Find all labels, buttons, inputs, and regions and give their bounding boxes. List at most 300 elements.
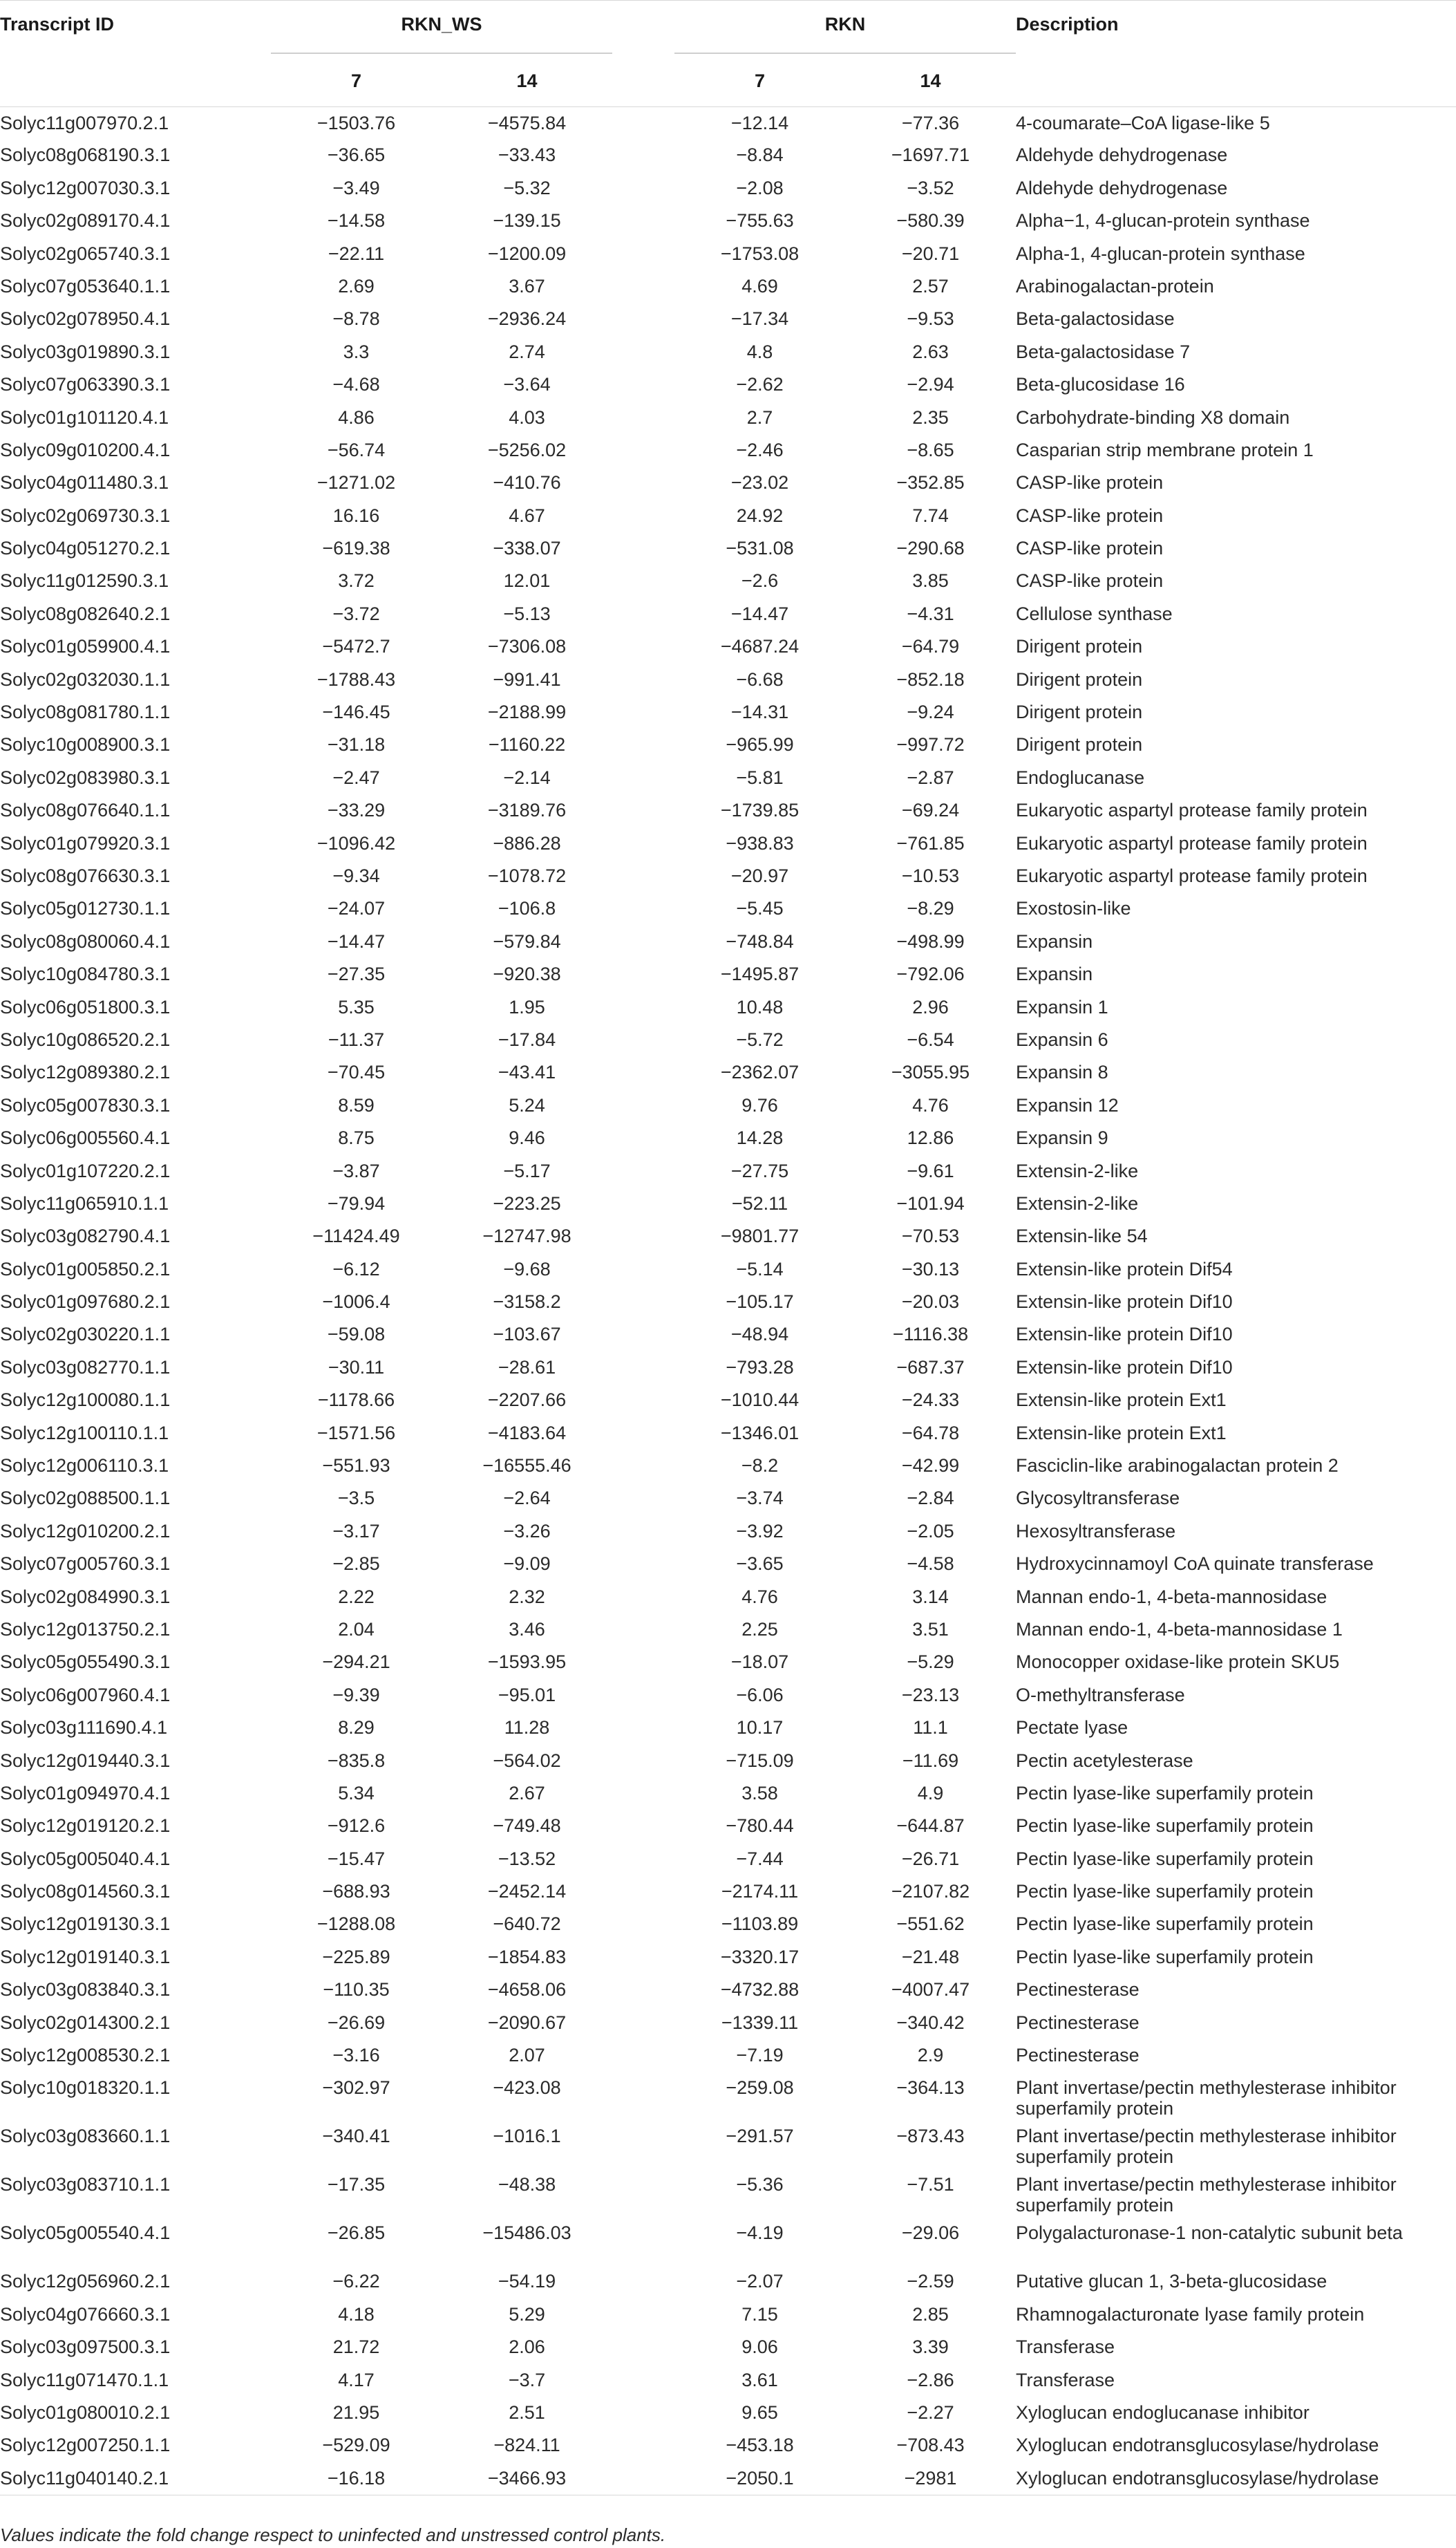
- rkn-day14-cell: 3.14: [912, 1586, 949, 1607]
- rkn-day14-cell: −551.62: [896, 1913, 965, 1935]
- rkn-day7-cell: −48.94: [730, 1324, 789, 1345]
- rkn-day7-cell: −8.84: [736, 144, 784, 166]
- group-underline-rkn-ws: [271, 53, 612, 54]
- transcript-id-cell: Solyc12g019130.3.1: [0, 1913, 171, 1935]
- description-cell: O-methyltransferase: [1016, 1684, 1185, 1705]
- transcript-id-cell: Solyc12g100110.1.1: [0, 1422, 169, 1443]
- rkn-ws-day7-cell: 8.29: [338, 1717, 375, 1739]
- rkn-day7-cell: −1010.44: [720, 1389, 800, 1411]
- rkn-ws-day7-cell: 2.69: [338, 275, 375, 297]
- rkn-day7-cell: 14.28: [736, 1127, 784, 1149]
- description-cell: Expansin 1: [1016, 996, 1108, 1018]
- rkn-ws-day7-cell: 3.72: [338, 570, 375, 592]
- gap-cell: [612, 2007, 674, 2039]
- header-group-rkn-ws: RKN_WS: [401, 14, 482, 35]
- rkn-ws-day7-cell: −36.65: [327, 144, 386, 166]
- rkn-day14-cell: −1697.71: [891, 144, 970, 166]
- rkn-ws-day14-cell: −338.07: [493, 538, 561, 559]
- table-row: [0, 1188, 1456, 1220]
- rkn-ws-day7-cell: −110.35: [323, 1979, 390, 2001]
- rkn-day14-cell: 4.9: [917, 1782, 944, 1804]
- rkn-day7-cell: −17.34: [730, 308, 789, 330]
- rkn-ws-day14-cell: −749.48: [493, 1815, 561, 1837]
- header-gap: [612, 53, 674, 106]
- rkn-day7-cell: 4.76: [741, 1586, 778, 1607]
- table-row: [0, 270, 1456, 303]
- rkn-ws-day7-cell: −59.08: [327, 1324, 386, 1345]
- gap-cell: [612, 172, 674, 205]
- rkn-ws-day14-cell: −991.41: [493, 668, 561, 690]
- rkn-day14-cell: −708.43: [896, 2435, 965, 2456]
- gap-cell: [612, 1122, 674, 1154]
- gap-cell: [612, 565, 674, 597]
- description-cell: Extensin-like protein Dif10: [1016, 1324, 1233, 1345]
- gap-cell: [612, 2265, 674, 2298]
- transcript-id-cell: Solyc12g010200.2.1: [0, 1520, 171, 1542]
- table-row: [0, 2039, 1456, 2072]
- rkn-ws-day14-cell: −33.43: [498, 144, 556, 166]
- rkn-day7-cell: −3320.17: [720, 1946, 800, 1967]
- gap-cell: [612, 958, 674, 991]
- table-row: [0, 794, 1456, 827]
- rkn-day14-cell: −352.85: [896, 472, 965, 494]
- table-row: [0, 2331, 1456, 2363]
- rkn-day7-cell: −4.19: [736, 2222, 784, 2244]
- rkn-day7-cell: −4732.88: [720, 1979, 800, 2001]
- rkn-ws-day14-cell: −2188.99: [487, 702, 567, 723]
- rkn-ws-day14-cell: −3.26: [503, 1520, 551, 1542]
- rkn-day14-cell: −340.42: [896, 2012, 965, 2033]
- transcript-id-cell: Solyc12g100080.1.1: [0, 1389, 171, 1411]
- rkn-day7-cell: −5.36: [736, 2174, 784, 2195]
- rkn-ws-day14-cell: −3.64: [503, 374, 551, 395]
- table-row: [0, 1122, 1456, 1154]
- rkn-day7-cell: −14.47: [730, 603, 789, 624]
- table-row: [0, 2217, 1456, 2265]
- gap-cell: [612, 2217, 674, 2265]
- description-cell: Pectinesterase: [1016, 1979, 1140, 2001]
- rkn-ws-day14-cell: −1854.83: [487, 1946, 567, 1967]
- rkn-day14-cell: −24.33: [901, 1389, 960, 1411]
- rkn-ws-day7-cell: −3.5: [337, 1488, 375, 1509]
- rkn-ws-day14-cell: 2.74: [509, 341, 545, 362]
- transcript-id-cell: Solyc11g007970.2.1: [0, 112, 169, 133]
- rkn-day7-cell: −2.08: [736, 177, 784, 198]
- table-row: [0, 860, 1456, 892]
- rkn-ws-day14-cell: 2.07: [509, 2045, 545, 2066]
- rkn-day7-cell: −755.63: [726, 210, 794, 232]
- rkn-day7-cell: −1103.89: [721, 1913, 799, 1935]
- rkn-ws-day7-cell: 16.16: [332, 505, 380, 526]
- gap-cell: [612, 2039, 674, 2072]
- rkn-day14-cell: 2.85: [912, 2303, 949, 2325]
- transcript-id-cell: Solyc06g007960.4.1: [0, 1684, 171, 1705]
- description-cell: Aldehyde dehydrogenase: [1016, 177, 1228, 198]
- table-row: [0, 1482, 1456, 1515]
- gap-cell: [612, 664, 674, 696]
- rkn-day14-cell: −30.13: [901, 1258, 960, 1280]
- rkn-day14-cell: −2.05: [907, 1520, 954, 1542]
- rkn-day14-cell: −364.13: [896, 2077, 965, 2099]
- rkn-day14-cell: 2.57: [912, 275, 949, 297]
- rkn-ws-day7-cell: 8.59: [338, 1094, 375, 1116]
- transcript-id-cell: Solyc01g059900.4.1: [0, 636, 171, 657]
- transcript-id-cell: Solyc10g018320.1.1: [0, 2077, 171, 2099]
- top-rule: [0, 0, 1456, 1]
- header-group-rkn: RKN: [824, 14, 866, 35]
- gap-cell: [612, 402, 674, 434]
- table-row: [0, 2120, 1456, 2168]
- rkn-ws-day14-cell: −3189.76: [487, 800, 567, 821]
- rkn-day7-cell: −2174.11: [721, 1881, 799, 1902]
- table-row: [0, 1220, 1456, 1253]
- rkn-day14-cell: −26.71: [901, 1848, 960, 1869]
- description-cell: CASP-like protein: [1016, 538, 1164, 559]
- rkn-day7-cell: −453.18: [726, 2435, 794, 2456]
- transcript-id-cell: Solyc04g011480.3.1: [0, 472, 169, 494]
- gap-cell: [612, 2072, 674, 2120]
- description-cell: Pectin lyase-like superfamily protein: [1016, 1913, 1314, 1935]
- rkn-day14-cell: −2.84: [907, 1488, 954, 1509]
- gap-cell: [612, 2462, 674, 2495]
- rkn-ws-day14-cell: −103.67: [493, 1324, 561, 1345]
- description-cell: Xyloglucan endoglucanase inhibitor: [1016, 2402, 1310, 2423]
- gap-cell: [612, 598, 674, 630]
- rkn-day7-cell: 9.06: [741, 2336, 778, 2358]
- rkn-day14-cell: 7.74: [912, 505, 949, 526]
- transcript-id-cell: Solyc10g008900.3.1: [0, 734, 171, 756]
- description-cell: Eukaryotic aspartyl protease family protein: [1016, 800, 1368, 821]
- rkn-day14-cell: −77.36: [901, 112, 960, 133]
- table-row: [0, 172, 1456, 205]
- rkn-day7-cell: −748.84: [726, 930, 794, 952]
- table-body: [0, 106, 1456, 2495]
- description-cell: Pectinesterase: [1016, 2045, 1140, 2066]
- rkn-day14-cell: −20.03: [901, 1291, 960, 1313]
- table-row: [0, 1155, 1456, 1188]
- table-row: [0, 2364, 1456, 2397]
- table-row: [0, 1777, 1456, 1810]
- rkn-ws-day14-cell: 5.29: [509, 2303, 545, 2325]
- description-cell: Cellulose synthase: [1016, 603, 1173, 624]
- transcript-id-cell: Solyc03g083660.1.1: [0, 2126, 171, 2147]
- rkn-day7-cell: −3.65: [736, 1553, 784, 1575]
- rkn-day7-cell: 2.25: [741, 1618, 778, 1640]
- gap-cell: [612, 1515, 674, 1548]
- gap-cell: [612, 336, 674, 368]
- rkn-ws-day14-cell: −824.11: [493, 2435, 560, 2456]
- rkn-ws-day7-cell: −26.85: [327, 2222, 386, 2244]
- rkn-day14-cell: −4.31: [907, 603, 954, 624]
- rkn-day14-cell: −873.43: [896, 2126, 965, 2147]
- rkn-day7-cell: 9.65: [741, 2402, 778, 2423]
- gap-cell: [612, 1712, 674, 1744]
- rkn-ws-day7-cell: −9.34: [332, 865, 380, 886]
- description-cell: Plant invertase/pectin methylesterase inhibitor superfamily protein: [1016, 2077, 1397, 2119]
- table-row: [0, 630, 1456, 663]
- transcript-id-cell: Solyc05g055490.3.1: [0, 1651, 171, 1673]
- rkn-day7-cell: −1495.87: [720, 964, 800, 985]
- transcript-id-cell: Solyc01g107220.2.1: [0, 1160, 171, 1181]
- rkn-day7-cell: −5.45: [736, 898, 784, 919]
- transcript-id-cell: Solyc03g097500.3.1: [0, 2336, 171, 2358]
- description-cell: Eukaryotic aspartyl protease family protein: [1016, 865, 1368, 886]
- description-cell: Dirigent protein: [1016, 702, 1143, 723]
- table-row: [0, 1745, 1456, 1777]
- table-row: [0, 1581, 1456, 1613]
- description-cell: Extensin-like protein Ext1: [1016, 1389, 1227, 1411]
- rkn-ws-day14-cell: 2.06: [509, 2336, 545, 2358]
- rkn-ws-day14-cell: 3.67: [509, 275, 545, 297]
- transcript-id-cell: Solyc02g078950.4.1: [0, 308, 171, 330]
- gap-cell: [612, 500, 674, 532]
- table-row: [0, 892, 1456, 925]
- rkn-ws-day7-cell: −11.37: [328, 1029, 385, 1050]
- gap-cell: [612, 2397, 674, 2429]
- rkn-ws-day14-cell: 2.51: [509, 2402, 545, 2423]
- transcript-id-cell: Solyc09g010200.4.1: [0, 439, 171, 460]
- description-cell: 4-coumarate–CoA ligase-like 5: [1016, 112, 1270, 133]
- rkn-ws-day14-cell: −423.08: [493, 2077, 561, 2099]
- description-cell: Expansin 12: [1016, 1094, 1119, 1116]
- rkn-day14-cell: 11.1: [913, 1717, 948, 1739]
- header-empty: [0, 53, 271, 106]
- table-row: [0, 1908, 1456, 1940]
- rkn-ws-day7-cell: −16.18: [271, 2462, 442, 2495]
- rkn-day7-cell: −18.07: [730, 1651, 789, 1673]
- description-cell: Putative glucan 1, 3-beta-glucosidase: [1016, 2271, 1327, 2292]
- gap-cell: [612, 434, 674, 467]
- rkn-ws-day7-cell: −22.11: [328, 243, 385, 264]
- transcript-id-cell: Solyc08g014560.3.1: [0, 1881, 171, 1902]
- transcript-id-cell: Solyc12g056960.2.1: [0, 2271, 171, 2292]
- rkn-day14-cell: −9.61: [907, 1160, 954, 1181]
- rkn-ws-day7-cell: −70.45: [327, 1062, 386, 1083]
- transcript-id-cell: Solyc04g076660.3.1: [0, 2303, 171, 2325]
- rkn-day7-cell: 3.61: [741, 2369, 778, 2390]
- table-row: [0, 827, 1456, 860]
- description-cell: Endoglucanase: [1016, 767, 1145, 788]
- rkn-day14-cell: 2.35: [912, 406, 949, 428]
- gap-cell: [612, 238, 674, 270]
- rkn-ws-day14-cell: −9.09: [503, 1553, 551, 1575]
- rkn-ws-day14-cell: −5.17: [503, 1160, 551, 1181]
- rkn-ws-day14-cell: −4183.64: [487, 1422, 567, 1443]
- table-row: [0, 500, 1456, 532]
- gap-cell: [612, 1318, 674, 1351]
- table-row: [0, 1024, 1456, 1056]
- description-cell: Extensin-like 54: [1016, 1226, 1148, 1247]
- table-row: [0, 1646, 1456, 1678]
- rkn-ws-day7-cell: −1178.66: [317, 1389, 395, 1411]
- transcript-id-cell: Solyc07g063390.3.1: [0, 374, 171, 395]
- rkn-ws-day14-cell: 3.46: [509, 1618, 545, 1640]
- rkn-ws-day7-cell: −3.16: [332, 2045, 380, 2066]
- gap-cell: [612, 467, 674, 499]
- transcript-id-cell: Solyc12g019120.2.1: [0, 1815, 171, 1837]
- rkn-ws-day14-cell: −12747.98: [482, 1226, 571, 1247]
- gap-cell: [612, 139, 674, 171]
- transcript-id-cell: Solyc08g081780.1.1: [0, 702, 171, 723]
- rkn-ws-day14-cell: 1.95: [509, 996, 545, 1018]
- rkn-day7-cell: −965.99: [726, 734, 794, 756]
- description-cell: Extensin-2-like: [1016, 1192, 1139, 1214]
- rkn-day7-cell: 24.92: [736, 505, 784, 526]
- gap-cell: [612, 1974, 674, 2006]
- rkn-ws-day7-cell: 21.95: [332, 2402, 380, 2423]
- table-row: [0, 1351, 1456, 1384]
- rkn-day7-cell: −2362.07: [720, 1062, 800, 1083]
- transcript-id-cell: Solyc11g065910.1.1: [0, 1192, 169, 1214]
- rkn-ws-day7-cell: −1096.42: [316, 832, 396, 854]
- rkn-ws-day7-cell: −225.89: [322, 1946, 390, 1967]
- rkn-ws-day14-cell: 9.46: [509, 1127, 545, 1149]
- rkn-ws-day14-cell: −640.72: [493, 1913, 561, 1935]
- gap-cell: [612, 1875, 674, 1908]
- rkn-ws-day14-cell: −43.41: [498, 1062, 556, 1083]
- rkn-ws-day7-cell: −619.38: [322, 538, 390, 559]
- transcript-id-cell: Solyc03g083710.1.1: [0, 2174, 171, 2195]
- transcript-id-cell: Solyc04g051270.2.1: [0, 538, 171, 559]
- rkn-ws-day7-cell: 8.75: [338, 1127, 375, 1149]
- rkn-day7-cell: −793.28: [726, 1356, 794, 1378]
- rkn-ws-day14-cell: −1016.1: [493, 2126, 561, 2147]
- gap-cell: [612, 270, 674, 303]
- rkn-day7-cell: −105.17: [726, 1291, 794, 1313]
- table-row: [0, 1318, 1456, 1351]
- rkn-day14-cell: −21.48: [901, 1946, 960, 1967]
- rkn-day7-cell: −7.19: [736, 2045, 784, 2066]
- description-cell: CASP-like protein: [1016, 472, 1164, 494]
- group-underline-rkn: [674, 53, 1016, 54]
- table-row: [0, 958, 1456, 991]
- rkn-day7-cell: −6.06: [736, 1684, 784, 1705]
- gap-cell: [612, 1941, 674, 1974]
- rkn-ws-day14-cell: −3.7: [508, 2369, 546, 2390]
- rkn-day14-cell: −101.94: [896, 1192, 965, 1214]
- rkn-ws-day7-cell: −688.93: [322, 1881, 390, 1902]
- rkn-day14-cell: −9.53: [907, 308, 954, 330]
- description-cell: Carbohydrate-binding X8 domain: [1016, 406, 1290, 428]
- transcript-id-cell: Solyc11g012590.3.1: [0, 570, 169, 592]
- rkn-ws-day14-cell: −5.13: [503, 603, 551, 624]
- rkn-day7-cell: 2.7: [746, 406, 773, 428]
- table-row: [0, 1384, 1456, 1416]
- table-row: [0, 1548, 1456, 1580]
- rkn-ws-day14-cell: −223.25: [493, 1192, 561, 1214]
- transcript-id-cell: Solyc01g005850.2.1: [0, 1258, 171, 1280]
- gap-cell: [612, 991, 674, 1024]
- gap-cell: [612, 1351, 674, 1384]
- description-cell: Casparian strip membrane protein 1: [1016, 439, 1314, 460]
- description-cell: Pectin lyase-like superfamily protein: [1016, 1815, 1314, 1837]
- rkn-ws-day14-cell: 5.24: [509, 1094, 545, 1116]
- rkn-ws-day7-cell: 2.22: [338, 1586, 375, 1607]
- rkn-ws-day14-cell: −9.68: [503, 1258, 551, 1280]
- rkn-day14-cell: −42.99: [901, 1455, 960, 1477]
- gap-cell: [612, 1089, 674, 1122]
- rkn-day14-cell: −997.72: [896, 734, 965, 756]
- transcript-id-cell: Solyc01g080010.2.1: [0, 2402, 171, 2423]
- description-cell: Pectin acetylesterase: [1016, 1750, 1193, 1771]
- rkn-day7-cell: −2.07: [736, 2271, 784, 2292]
- rkn-day14-cell: −10.53: [901, 865, 960, 886]
- description-cell: Expansin 8: [1016, 1062, 1108, 1083]
- description-cell: Mannan endo-1, 4-beta-mannosidase: [1016, 1586, 1327, 1607]
- rkn-day14-cell: −2.59: [907, 2271, 954, 2292]
- gap-cell: [612, 2364, 674, 2397]
- table-row: [0, 1712, 1456, 1744]
- table-row: [0, 1450, 1456, 1482]
- rkn-ws-day7-cell: −5472.7: [322, 636, 390, 657]
- rkn-day14-cell: −64.78: [901, 1422, 960, 1443]
- rkn-ws-day7-cell: 3.3: [343, 341, 370, 362]
- rkn-ws-day7-cell: −529.09: [322, 2435, 390, 2456]
- gap-cell: [612, 1024, 674, 1056]
- gap-cell: [612, 1482, 674, 1515]
- rkn-day14-cell: −2981: [845, 2462, 1016, 2495]
- rkn-day7-cell: −780.44: [726, 1815, 794, 1837]
- description-cell: Alpha-1, 4-glucan-protein synthase: [1016, 243, 1305, 264]
- transcript-id-cell: Solyc05g007830.3.1: [0, 1094, 171, 1116]
- table-footnote: Values indicate the fold change respect to uninfected and unstressed control plants.: [0, 2524, 666, 2545]
- rkn-day7-cell: 4.69: [741, 275, 778, 297]
- gap-cell: [612, 368, 674, 401]
- rkn-day14-cell: −7.51: [907, 2174, 954, 2195]
- rkn-day7-cell: −14.31: [730, 702, 789, 723]
- gap-cell: [612, 1188, 674, 1220]
- table-row: [0, 729, 1456, 761]
- rkn-ws-day14-cell: −3158.2: [493, 1291, 561, 1313]
- description-cell: Beta-galactosidase: [1016, 308, 1175, 330]
- rkn-ws-day7-cell: −17.35: [327, 2174, 386, 2195]
- rkn-ws-day14-cell: −920.38: [493, 964, 561, 985]
- description-cell: Dirigent protein: [1016, 636, 1143, 657]
- transcript-id-cell: Solyc02g014300.2.1: [0, 2012, 171, 2033]
- rkn-ws-day7-cell: −2.47: [332, 767, 380, 788]
- description-cell: Pectin lyase-like superfamily protein: [1016, 1946, 1314, 1967]
- transcript-id-cell: Solyc02g083980.3.1: [0, 767, 171, 788]
- description-cell: Aldehyde dehydrogenase: [1016, 144, 1228, 166]
- rkn-ws-day7-cell: −1006.4: [322, 1291, 390, 1313]
- transcript-id-cell: Solyc08g076630.3.1: [0, 865, 171, 886]
- description-cell: Hydroxycinnamoyl CoA quinate transferase: [1016, 1553, 1374, 1575]
- rkn-day14-cell: −2.87: [907, 767, 954, 788]
- transcript-id-cell: Solyc02g069730.3.1: [0, 505, 171, 526]
- description-cell: Glycosyltransferase: [1016, 1488, 1180, 1509]
- table-row: [0, 762, 1456, 794]
- rkn-ws-day14-cell: −15486.03: [482, 2222, 571, 2244]
- header-ws-day14: 14: [442, 53, 612, 106]
- transcript-id-cell: Solyc02g032030.1.1: [0, 668, 171, 690]
- table-row: [0, 238, 1456, 270]
- rkn-day14-cell: −11.69: [902, 1750, 959, 1771]
- transcript-id-cell: Solyc01g079920.3.1: [0, 832, 171, 854]
- transcript-id-cell: Solyc02g084990.3.1: [0, 1586, 171, 1607]
- rkn-day7-cell: −715.09: [726, 1750, 794, 1771]
- transcript-id-cell: Solyc05g012730.1.1: [0, 898, 171, 919]
- rkn-day14-cell: −2.27: [907, 2402, 954, 2423]
- table-row: [0, 1089, 1456, 1122]
- description-cell: Xyloglucan endotransglucosylase/hydrolase: [1016, 2435, 1379, 2456]
- rkn-day7-cell: −12.14: [730, 112, 789, 133]
- header-rkn-day7: 7: [674, 53, 845, 106]
- description-cell: Mannan endo-1, 4-beta-mannosidase 1: [1016, 1618, 1343, 1640]
- gap-cell: [612, 2168, 674, 2217]
- table-row: [0, 1941, 1456, 1974]
- rkn-day14-cell: −29.06: [901, 2222, 960, 2244]
- gap-cell: [612, 1613, 674, 1646]
